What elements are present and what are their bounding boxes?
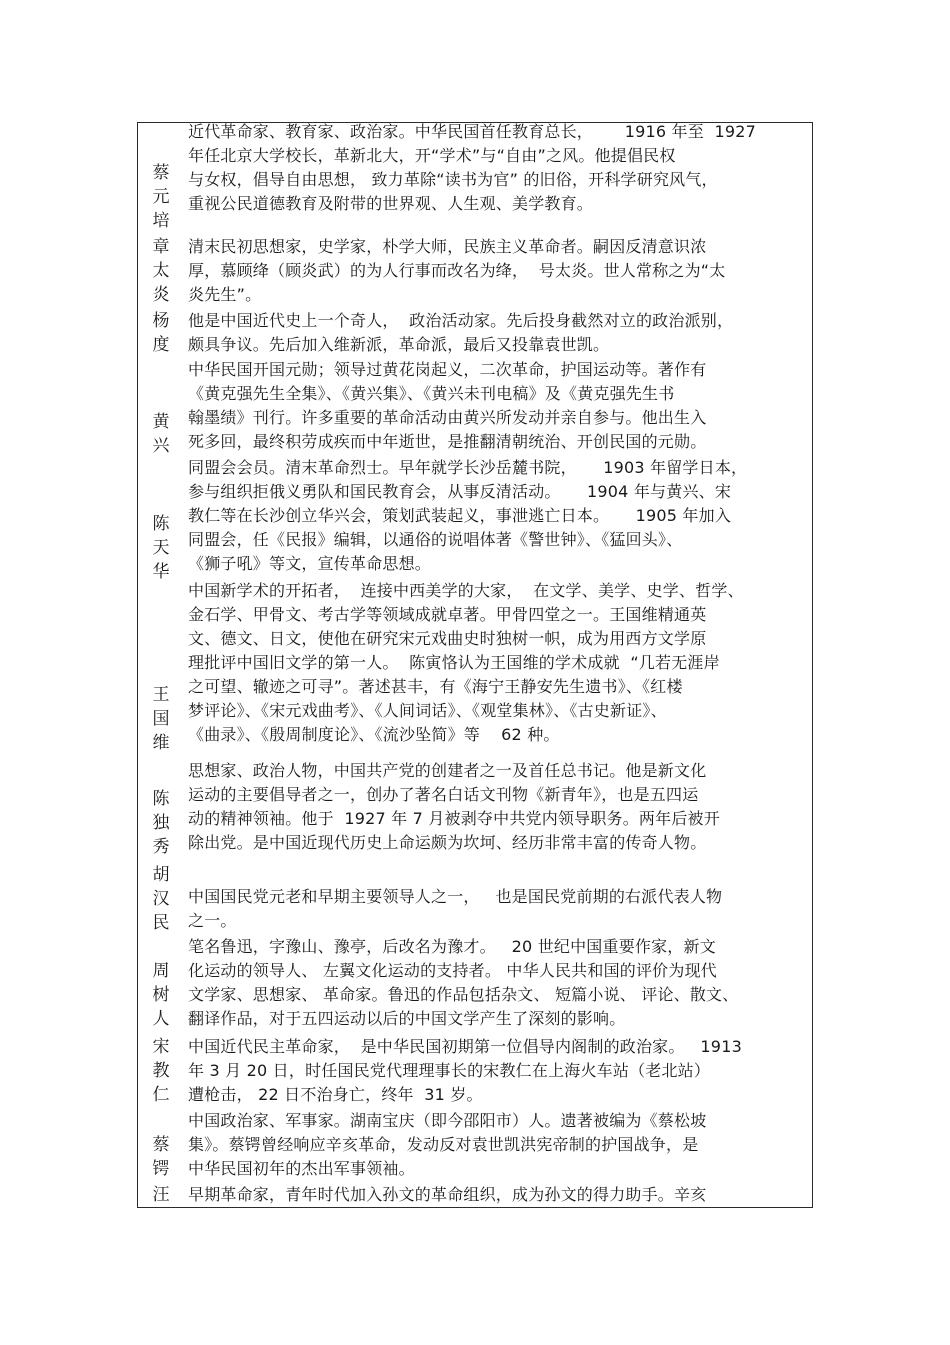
name-char: 天	[152, 538, 170, 558]
description-line: 笔名鲁迅，字豫山、豫亭，后改名为豫才。 20 世纪中国重要作家，新文	[188, 937, 716, 956]
name-char: 独	[152, 813, 170, 833]
person-description	[188, 1183, 803, 1207]
person-description	[188, 1109, 803, 1181]
description-line: 重视公民道德教育及附带的世界观、人生观、美学教育。	[188, 194, 594, 213]
description-line: 颇具争议。先后加入维新派，革命派，最后又投靠袁世凯。	[188, 335, 610, 354]
name-char: 周	[152, 961, 170, 981]
description-line: 思想家、政治人物，中国共产党的创建者之一及首任总书记。他是新文化	[188, 761, 707, 780]
description-line: 教仁等在长沙创立华兴会，策划武装起义，事泄逃亡日本。 1905 年加入	[188, 506, 732, 525]
description-line: 《狮子吼》等文，宣传革命思想。	[188, 554, 432, 573]
name-char: 黄	[152, 412, 170, 432]
description-line: 理批评中国旧文学的第一人。 陈寅恪认为王国维的学术成就 “几若无涯岸	[188, 653, 720, 672]
name-char: 教	[152, 1061, 170, 1081]
person-description	[188, 235, 803, 307]
person-name	[150, 1183, 172, 1207]
person-description	[188, 456, 803, 576]
name-char: 元	[152, 187, 170, 207]
description-line: 金石学、甲骨文、考古学等领域成就卓著。甲骨四堂之一。王国维精通英	[188, 605, 707, 624]
description-line: 早期革命家，青年时代加入孙文的革命组织，成为孙文的得力助手。辛亥	[188, 1185, 707, 1204]
description-line: 厚，慕顾绛（顾炎武）的为人行事而改名为绛， 号太炎。世人常称之为“太	[188, 261, 726, 280]
person-name	[150, 309, 172, 357]
name-char: 兴	[152, 436, 170, 456]
person-description	[188, 309, 803, 357]
name-char: 民	[152, 913, 170, 933]
person-description	[188, 120, 803, 216]
name-char: 汉	[152, 889, 170, 909]
description-line: 中国国民党元老和早期主要领导人之一， 也是国民党前期的右派代表人物	[188, 887, 723, 906]
description-line: 他是中国近代史上一个奇人， 政治活动家。先后投身截然对立的政治派别，	[188, 311, 734, 330]
description-line: 文学家、思想家、 革命家。鲁迅的作品包括杂文、 短篇小说、 评论、散文、	[188, 985, 739, 1004]
name-char: 陈	[152, 789, 170, 809]
description-line: 同盟会，任《民报》编辑，以通俗的说唱体著《警世钟》、《猛回头》、	[188, 530, 683, 549]
description-line: 与女权，倡导自由思想， 致力革除“读书为官” 的旧俗，开科学研究风气，	[188, 170, 718, 189]
name-char: 杨	[152, 311, 170, 331]
description-line: 《曲录》、《殷周制度论》、《流沙坠简》等 62 种。	[188, 725, 560, 744]
name-char: 胡	[152, 865, 170, 885]
name-char: 蔡	[152, 163, 170, 183]
person-description	[188, 358, 803, 454]
description-line: 除出党。是中国近现代历史上命运颇为坎坷、经历非常丰富的传奇人物。	[188, 833, 707, 852]
description-line: 中国政治家、军事家。湖南宝庆（即今邵阳市）人。遗著被编为《蔡松坡	[188, 1111, 707, 1130]
name-char: 国	[152, 709, 170, 729]
description-line: 《黄克强先生全集》、《黄兴集》、《黄兴未刊电稿》及《黄克强先生书	[188, 384, 675, 403]
description-line: 之可望、辙迹之可寻”。著述甚丰，有《海宁王静安先生遗书》、《红楼	[188, 677, 683, 696]
name-char: 陈	[152, 514, 170, 534]
description-line: 死多回，最终积劳成疾而中年逝世，是推翻清朝统治、开创民国的元勋。	[188, 432, 707, 451]
description-line: 近代革命家、教育家、政治家。中华民国首任教育总长， 1916 年至 1927	[188, 122, 757, 141]
name-char: 宋	[152, 1037, 170, 1057]
name-char: 仁	[152, 1085, 170, 1105]
description-line: 中国新学术的开拓者， 连接中西美学的大家， 在文学、美学、史学、哲学、	[188, 581, 744, 600]
name-char: 度	[152, 335, 170, 355]
name-char: 人	[152, 1009, 170, 1029]
name-char: 秀	[152, 837, 170, 857]
name-char: 维	[152, 733, 170, 753]
person-name	[150, 1035, 172, 1107]
name-char: 太	[152, 261, 170, 281]
description-line: 清末民初思想家，史学家，朴学大师，民族主义革命者。嗣因反清意识浓	[188, 237, 707, 256]
person-name	[150, 1133, 172, 1181]
person-name	[150, 410, 172, 458]
description-line: 同盟会会员。清末革命烈士。早年就学长沙岳麓书院， 1903 年留学日本，	[188, 458, 748, 477]
person-name	[150, 512, 172, 584]
person-name	[150, 863, 172, 935]
description-line: 中国近代民主革命家， 是中华民国初期第一位倡导内阁制的政治家。 1913	[188, 1037, 742, 1056]
name-char: 炎	[152, 285, 170, 305]
person-name	[150, 959, 172, 1031]
person-name	[150, 161, 172, 233]
description-line: 炎先生”。	[188, 285, 262, 304]
person-name	[150, 787, 172, 859]
description-line: 之一。	[188, 911, 237, 930]
name-char: 锷	[152, 1159, 170, 1179]
description-line: 中华民国初年的杰出军事领袖。	[188, 1159, 415, 1178]
person-description	[188, 759, 803, 855]
description-line: 年任北京大学校长，革新北大，开“学术”与“自由”之风。他提倡民权	[188, 146, 676, 165]
description-line: 年 3 月 20 日，时任国民党代理理事长的宋教仁在上海火车站（老北站）	[188, 1061, 711, 1080]
person-name	[150, 235, 172, 307]
description-line: 遭枪击， 22 日不治身亡，终年 31 岁。	[188, 1085, 483, 1104]
person-description	[188, 1035, 803, 1107]
name-char: 树	[152, 985, 170, 1005]
name-char: 蔡	[152, 1135, 170, 1155]
person-description	[188, 579, 803, 747]
person-description	[188, 885, 803, 933]
name-char: 王	[152, 685, 170, 705]
person-name	[150, 683, 172, 755]
description-line: 翻译作品，对于五四运动以后的中国文学产生了深刻的影响。	[188, 1009, 626, 1028]
person-description	[188, 935, 803, 1031]
description-line: 运动的主要倡导者之一，创办了著名白话文刊物《新青年》，也是五四运	[188, 785, 699, 804]
description-line: 化运动的领导人、 左翼文化运动的支持者。 中华人民共和国的评价为现代	[188, 961, 717, 980]
name-char: 汪	[152, 1185, 170, 1205]
biography-table	[137, 122, 813, 1208]
description-line: 梦评论》、《宋元戏曲考》、《人间词话》、《观堂集林》、《古史新证》、	[188, 701, 667, 720]
name-char: 培	[152, 211, 170, 231]
name-char: 章	[152, 237, 170, 257]
name-char: 华	[152, 562, 170, 582]
description-line: 集》。蔡锷曾经响应辛亥革命，发动反对袁世凯洪宪帝制的护国战争，是	[188, 1135, 699, 1154]
description-line: 文、德文、日文，使他在研究宋元戏曲史时独树一帜，成为用西方文学原	[188, 629, 707, 648]
description-line: 参与组织拒俄义勇队和国民教育会，从事反清活动。 1904 年与黄兴、宋	[188, 482, 732, 501]
description-line: 翰墨绩》刊行。许多重要的革命活动由黄兴所发动并亲自参与。他出生入	[188, 408, 707, 427]
description-line: 动的精神领袖。他于 1927 年 7 月被剥夺中共党内领导职务。两年后被开	[188, 809, 720, 828]
description-line: 中华民国开国元勋；领导过黄花岗起义，二次革命，护国运动等。著作有	[188, 360, 707, 379]
